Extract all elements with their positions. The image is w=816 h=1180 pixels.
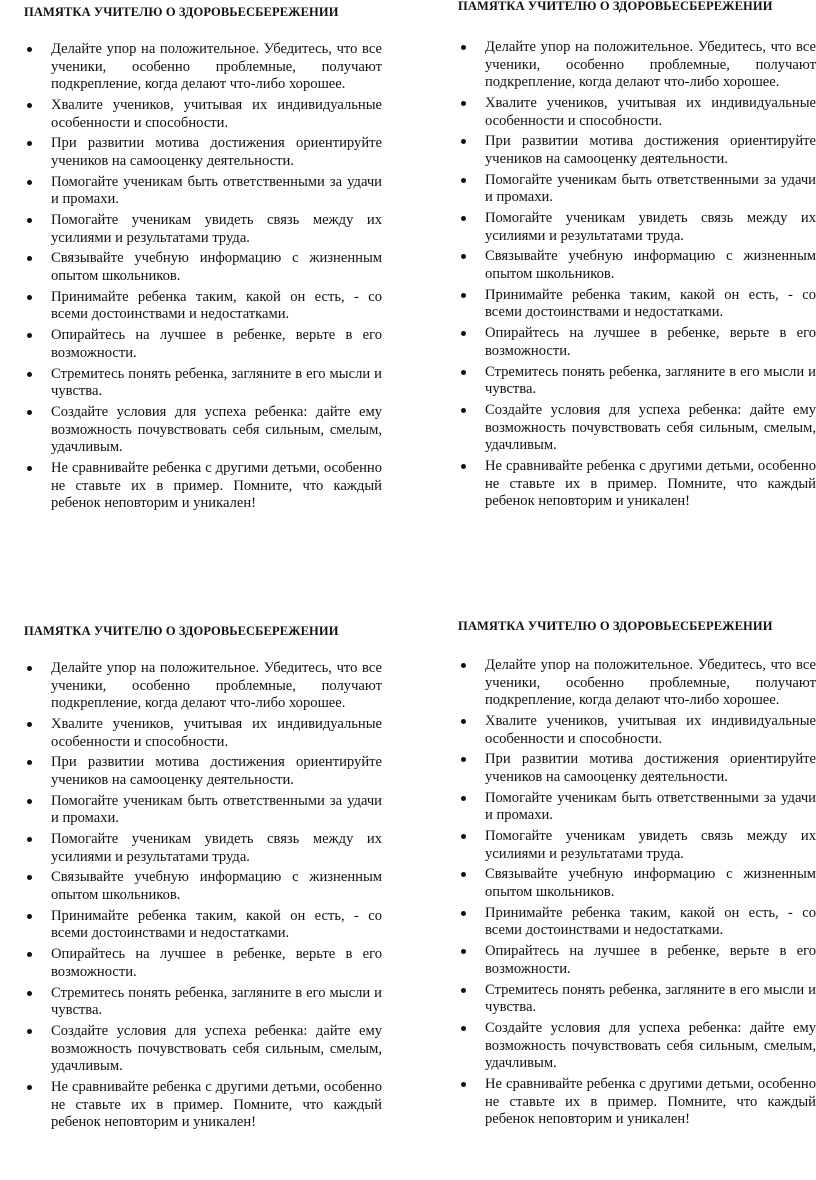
list-item-text: Помогайте ученикам быть ответственными за удачи и промахи. <box>485 789 816 824</box>
list-item <box>24 97 382 132</box>
bullet-icon <box>461 663 466 668</box>
list-item-text: Делайте упор на положительное. Убедитесь, что все ученики, особенно проблемные, получают подкрепление, когда делают что-либо хорошее. <box>51 41 382 93</box>
bullet-icon <box>461 872 466 877</box>
list-item <box>24 289 382 324</box>
memo-title: ПАМЯТКА УЧИТЕЛЮ О ЗДОРОВЬЕСБЕРЕЖЕНИИ <box>24 624 339 638</box>
bullet-icon <box>461 370 466 375</box>
bullet-icon <box>461 45 466 50</box>
bullet-icon <box>27 218 32 223</box>
list-item <box>24 660 382 713</box>
list-item-text: Опирайтесь на лучшее в ребенке, верьте в его возможности. <box>51 946 382 980</box>
memo-card-bottom-right <box>458 617 816 1132</box>
bullet-icon <box>27 914 32 919</box>
bullet-icon <box>461 101 466 106</box>
bullet-icon <box>461 1082 466 1087</box>
list-item <box>458 248 816 283</box>
list-item-text: Хвалите учеников, учитывая их индивидуальные особенности и способности. <box>485 712 816 747</box>
list-item-text: Помогайте ученикам быть ответственными за удачи и промахи. <box>51 173 382 208</box>
list-item-text: Опирайтесь на лучшее в ребенке, верьте в его возможности. <box>485 943 816 977</box>
list-item-text: Стремитесь понять ребенка, загляните в его мысли и чувства. <box>485 363 816 398</box>
list-item-text: Принимайте ребенка таким, какой он есть, - со всеми достоинствами и недостатками. <box>485 286 816 321</box>
bullet-icon <box>27 141 32 146</box>
list-item <box>458 828 816 863</box>
list-item-text: При развитии мотива достижения ориентируйте учеников на самооценку деятельности. <box>51 135 382 169</box>
list-item-text: Не сравнивайте ребенка с другими детьми, особенно не ставьте их в пример. Помните, что каждый ребенок неповторим и уникален! <box>51 459 382 512</box>
bullet-icon <box>27 666 32 671</box>
list-item <box>24 754 382 789</box>
list-item <box>458 790 816 825</box>
list-item-text: Хвалите учеников, учитывая их индивидуальные особенности и способности. <box>51 715 382 750</box>
bullet-icon <box>27 837 32 842</box>
list-item <box>24 716 382 751</box>
bullet-icon <box>27 180 32 185</box>
bullet-icon <box>461 911 466 916</box>
list-item <box>24 793 382 828</box>
bullet-icon <box>461 293 466 298</box>
memo-list <box>24 660 382 1132</box>
list-item <box>458 39 816 92</box>
list-item <box>24 908 382 943</box>
list-item-text: Помогайте ученикам увидеть связь между их усилиями и результатами труда. <box>51 831 382 865</box>
bullet-icon <box>461 254 466 259</box>
list-item-text: Делайте упор на положительное. Убедитесь, что все ученики, особенно проблемные, получают подкрепление, когда делают что-либо хорошее. <box>485 657 816 709</box>
list-item <box>458 1076 816 1129</box>
bullet-icon <box>27 952 32 957</box>
bullet-icon <box>27 410 32 415</box>
list-item <box>24 985 382 1020</box>
list-item <box>458 982 816 1017</box>
memo-list <box>24 41 382 513</box>
list-item-text: При развитии мотива достижения ориентируйте учеников на самооценку деятельности. <box>485 133 816 167</box>
bullet-icon <box>461 331 466 336</box>
list-item-text: Помогайте ученикам увидеть связь между их усилиями и результатами труда. <box>51 212 382 246</box>
list-item-text: Опирайтесь на лучшее в ребенке, верьте в его возможности. <box>51 327 382 361</box>
list-item <box>458 172 816 207</box>
bullet-icon <box>461 216 466 221</box>
bullet-icon <box>461 757 466 762</box>
list-item <box>458 287 816 322</box>
list-item <box>24 404 382 457</box>
bullet-icon <box>27 256 32 261</box>
bullet-icon <box>27 466 32 471</box>
bullet-icon <box>461 408 466 413</box>
list-item-text: Принимайте ребенка таким, какой он есть, - со всеми достоинствами и недостатками. <box>485 904 816 939</box>
list-item <box>24 1023 382 1076</box>
list-item <box>24 135 382 170</box>
list-item-text: Не сравнивайте ребенка с другими детьми, особенно не ставьте их в пример. Помните, что каждый ребенок неповторим и уникален! <box>51 1078 382 1131</box>
list-item <box>458 751 816 786</box>
bullet-icon <box>461 1026 466 1031</box>
list-item <box>24 327 382 362</box>
list-item-text: Делайте упор на положительное. Убедитесь, что все ученики, особенно проблемные, получают подкрепление, когда делают что-либо хорошее. <box>51 660 382 712</box>
memo-title: ПАМЯТКА УЧИТЕЛЮ О ЗДОРОВЬЕСБЕРЕЖЕНИИ <box>24 5 339 19</box>
list-item <box>24 831 382 866</box>
list-item <box>458 210 816 245</box>
list-item <box>458 657 816 710</box>
bullet-icon <box>461 834 466 839</box>
list-item <box>458 1020 816 1073</box>
list-item-text: Стремитесь понять ребенка, загляните в его мысли и чувства. <box>485 981 816 1016</box>
memo-card-bottom-left <box>24 622 382 1135</box>
list-item-text: Связывайте учебную информацию с жизненным опытом школьников. <box>51 250 382 285</box>
bullet-icon <box>461 139 466 144</box>
list-item-text: Принимайте ребенка таким, какой он есть, - со всеми достоинствами и недостатками. <box>51 288 382 323</box>
list-item-text: Хвалите учеников, учитывая их индивидуальные особенности и способности. <box>51 96 382 131</box>
list-item-text: Принимайте ребенка таким, какой он есть, - со всеми достоинствами и недостатками. <box>51 907 382 942</box>
list-item <box>24 869 382 904</box>
list-item-text: Связывайте учебную информацию с жизненным опытом школьников. <box>485 866 816 901</box>
list-item-text: Хвалите учеников, учитывая их индивидуальные особенности и способности. <box>485 94 816 129</box>
list-item <box>458 325 816 360</box>
memo-list <box>458 39 816 511</box>
bullet-icon <box>461 796 466 801</box>
list-item <box>458 458 816 511</box>
bullet-icon <box>461 464 466 469</box>
bullet-icon <box>27 295 32 300</box>
bullet-icon <box>27 760 32 765</box>
memo-list <box>458 657 816 1129</box>
list-item-text: Создайте условия для успеха ребенка: дайте ему возможность почувствовать себя сильным, смелым, удачливым. <box>51 403 382 456</box>
list-item-text: Помогайте ученикам увидеть связь между их усилиями и результатами труда. <box>485 828 816 862</box>
list-item-text: Стремитесь понять ребенка, загляните в его мысли и чувства. <box>51 365 382 400</box>
list-item-text: Опирайтесь на лучшее в ребенке, верьте в его возможности. <box>485 325 816 359</box>
list-item-text: Создайте условия для успеха ребенка: дайте ему возможность почувствовать себя сильным, смелым, удачливым. <box>485 1019 816 1072</box>
list-item-text: Стремитесь понять ребенка, загляните в его мысли и чувства. <box>51 984 382 1019</box>
list-item-text: При развитии мотива достижения ориентируйте учеников на самооценку деятельности. <box>51 754 382 788</box>
list-item <box>24 250 382 285</box>
list-item-text: Помогайте ученикам быть ответственными за удачи и промахи. <box>51 792 382 827</box>
list-item <box>458 133 816 168</box>
list-item <box>458 364 816 399</box>
list-item-text: Не сравнивайте ребенка с другими детьми, особенно не ставьте их в пример. Помните, что каждый ребенок неповторим и уникален! <box>485 457 816 510</box>
list-item-text: Создайте условия для успеха ребенка: дайте ему возможность почувствовать себя сильным, смелым, удачливым. <box>51 1022 382 1075</box>
list-item <box>24 1079 382 1132</box>
bullet-icon <box>27 103 32 108</box>
bullet-icon <box>461 178 466 183</box>
list-item <box>24 946 382 981</box>
list-item <box>24 174 382 209</box>
memo-title: ПАМЯТКА УЧИТЕЛЮ О ЗДОРОВЬЕСБЕРЕЖЕНИИ <box>458 619 773 633</box>
list-item <box>458 905 816 940</box>
list-item <box>458 95 816 130</box>
list-item <box>458 943 816 978</box>
bullet-icon <box>27 372 32 377</box>
bullet-icon <box>27 799 32 804</box>
bullet-icon <box>27 333 32 338</box>
list-item-text: Помогайте ученикам быть ответственными за удачи и промахи. <box>485 171 816 206</box>
list-item-text: Создайте условия для успеха ребенка: дайте ему возможность почувствовать себя сильным, смелым, удачливым. <box>485 401 816 454</box>
list-item <box>24 366 382 401</box>
memo-card-top-left <box>24 3 382 516</box>
list-item-text: Связывайте учебную информацию с жизненным опытом школьников. <box>51 869 382 904</box>
list-item <box>458 713 816 748</box>
bullet-icon <box>27 875 32 880</box>
bullet-icon <box>461 719 466 724</box>
bullet-icon <box>27 991 32 996</box>
bullet-icon <box>27 722 32 727</box>
list-item-text: Делайте упор на положительное. Убедитесь, что все ученики, особенно проблемные, получают подкрепление, когда делают что-либо хорошее. <box>485 39 816 91</box>
list-item-text: Не сравнивайте ребенка с другими детьми, особенно не ставьте их в пример. Помните, что каждый ребенок неповторим и уникален! <box>485 1075 816 1128</box>
list-item <box>24 212 382 247</box>
bullet-icon <box>27 1029 32 1034</box>
bullet-icon <box>27 1085 32 1090</box>
list-item-text: Связывайте учебную информацию с жизненным опытом школьников. <box>485 248 816 283</box>
list-item-text: Помогайте ученикам увидеть связь между их усилиями и результатами труда. <box>485 210 816 244</box>
list-item <box>458 402 816 455</box>
list-item-text: При развитии мотива достижения ориентируйте учеников на самооценку деятельности. <box>485 751 816 785</box>
memo-card-top-right <box>458 0 816 514</box>
bullet-icon <box>461 988 466 993</box>
list-item <box>458 866 816 901</box>
list-item <box>24 41 382 94</box>
list-item <box>24 460 382 513</box>
bullet-icon <box>27 47 32 52</box>
bullet-icon <box>461 949 466 954</box>
memo-title: ПАМЯТКА УЧИТЕЛЮ О ЗДОРОВЬЕСБЕРЕЖЕНИИ <box>458 0 773 13</box>
